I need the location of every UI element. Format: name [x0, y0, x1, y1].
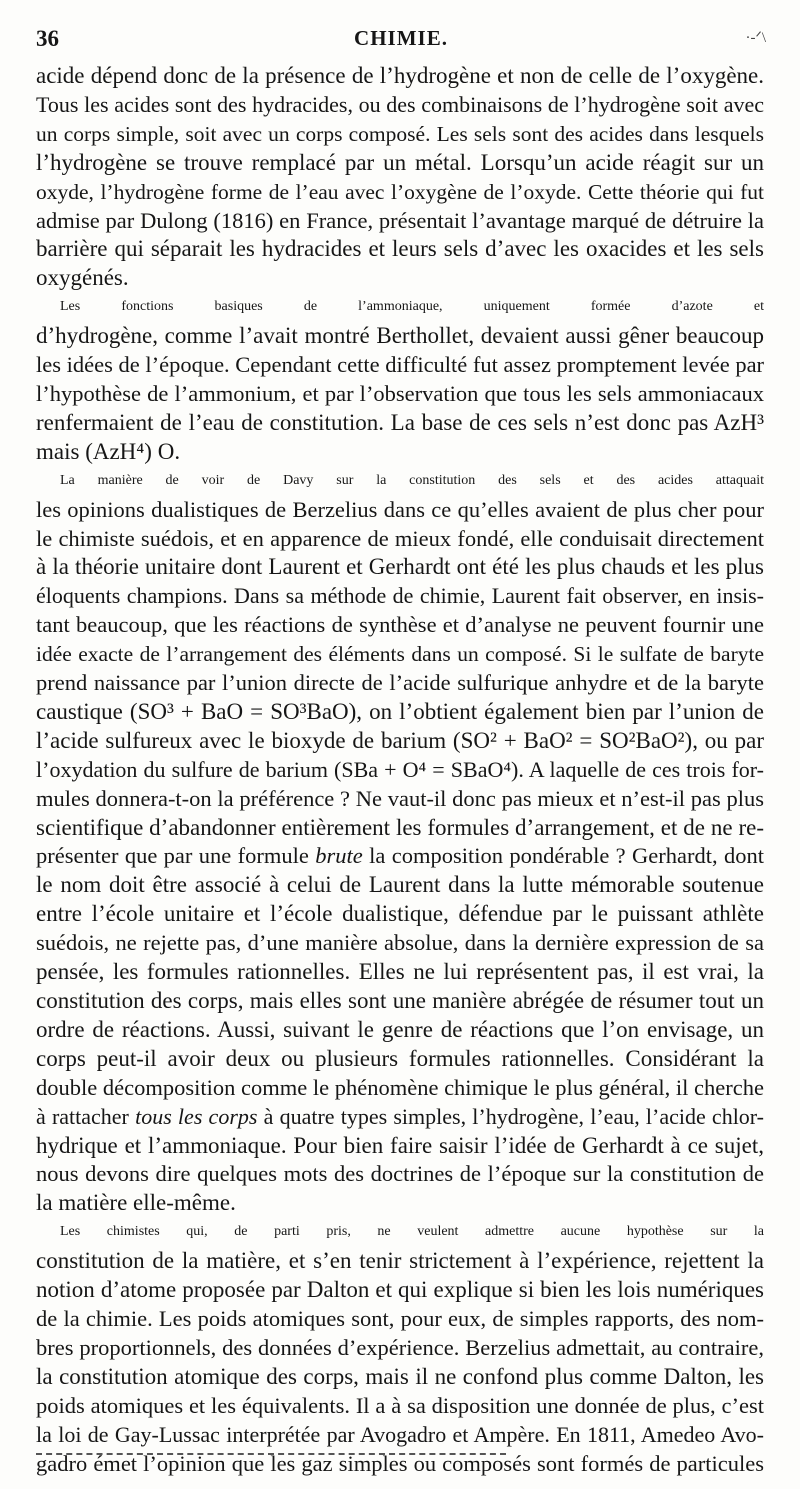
text-line: l’acide sulfureux avec le bioxyde de barium (SO² + BaO² = SO²BaO²), ou par: [36, 727, 764, 753]
text-line: admise par Dulong (1816) en France, présentait l’avantage marqué de détruire la: [36, 207, 764, 233]
text-line: mais (AzH⁴) O.: [36, 438, 181, 464]
text-line: la constitution atomique des corps, mais il ne confond plus comme Dalton, les: [36, 1363, 764, 1389]
text-line: l’hydrogène se trouve remplacé par un métal. Lorsqu’un acide réagit sur un: [36, 149, 764, 175]
footer-dashed-rule: [36, 1453, 506, 1455]
text-line: le chimiste suédois, et en apparence de mieux fondé, elle conduisait directement: [36, 525, 764, 551]
text-line: Les fonctions basiques de l’ammoniaque, uniquement formée d’azote et: [60, 299, 764, 315]
text-line: constitution de la matière, et s’en tenir strictement à l’expérience, rejettent la: [36, 1248, 764, 1274]
text-line: l’oxydation du sulfure de barium (SBa + O⁴ = SBaO⁴). A laquelle de ces trois for-: [36, 756, 764, 782]
text-line: constitution des corps, mais elles sont une manière abrégée de résumer tout un: [36, 988, 764, 1013]
text-line: acide dépend donc de la présence de l’hydrogène et non de celle de l’oxygène.: [36, 63, 764, 88]
text-line: hydrique et l’ammoniaque. Pour bien faire saisir l’idée de Gerhardt à ce sujet,: [36, 1132, 764, 1158]
text-line: de la chimie. Les poids atomiques sont, pour eux, de simples rapports, des nom-: [36, 1305, 764, 1331]
page-header: [36, 26, 766, 56]
text-line: à rattacher tous les corps à quatre types simples, l’hydrogène, l’eau, l’acide chlor-: [36, 1103, 765, 1129]
text-line: mules donnera-t-on la préférence ? Ne vaut-il donc pas mieux et n’est-il pas plus: [36, 785, 764, 811]
text-line: barrière qui séparait les hydracides et leurs sels d’avec les oxacides et les sels: [36, 236, 764, 262]
text-line: d’hydrogène, comme l’avait montré Berthollet, devaient aussi gêner beaucoup: [36, 323, 764, 349]
text-line: gadro émet l’opinion que les gaz simples ou composés sont formés de particules: [36, 1450, 764, 1476]
text-line: oxyde, l’hydrogène forme de l’eau avec l’oxygène de l’oxyde. Cette théorie qui fut: [36, 179, 764, 204]
paragraph: [36, 62, 764, 293]
text-line: double décomposition comme le phénomène chimique le plus général, il cherche: [36, 1074, 764, 1100]
text-line: renfermaient de l’eau de constitution. La base de ces sels n’est donc pas AzH³: [36, 409, 764, 435]
text-line: poids atomiques et les équivalents. Il a à sa disposition une donnée de plus, c’est: [36, 1392, 764, 1418]
text-line: prend naissance par l’union directe de l’acide sulfurique anhydre et de la baryte: [36, 670, 764, 696]
text-line: les opinions dualistiques de Berzelius dans ce qu’elles avaient de plus cher pour: [36, 496, 764, 522]
paragraph: [36, 467, 764, 1219]
paragraph: [36, 293, 764, 466]
text-line: scientifique d’abandonner entièrement les formules d’arrangement, et de ne re-: [36, 814, 764, 840]
text-line: présenter que par une formule brute la composition pondérable ? Gerhardt, dont: [36, 843, 764, 869]
text-line: la matière elle-même.: [36, 1190, 236, 1216]
text-line: les idées de l’époque. Cependant cette difficulté fut assez promptement levée par: [36, 352, 765, 378]
text-line: corps peut-il avoir deux ou plusieurs formules rationnelles. Considérant la: [36, 1045, 764, 1071]
text-line: caustique (SO³ + BaO = SO³BaO), on l’obtient également bien par l’union de: [36, 698, 764, 724]
text-line: notion d’atome proposée par Dalton et qui explique si bien les lois numériques: [36, 1277, 764, 1303]
text-line: Les chimistes qui, de parti pris, ne veulent admettre aucune hypothèse sur la: [60, 1224, 764, 1240]
text-line: oxygénés.: [36, 265, 129, 291]
text-line: Tous les acides sont des hydracides, ou des combinaisons de l’hydrogène soit avec: [36, 91, 764, 117]
text-line: ordre de réactions. Aussi, suivant le genre de réactions que l’on envisage, un: [36, 1016, 764, 1042]
text-line: suédois, ne rejette pas, d’une manière absolue, dans la dernière expression de sa: [36, 930, 764, 956]
text-line: La manière de voir de Davy sur la constitution des sels et des acides attaquait: [60, 472, 764, 488]
corner-mark: ·-ᐟ\: [745, 30, 766, 46]
text-line: pensée, les formules rationnelles. Elles ne lui représentent pas, il est vrai, la: [36, 959, 764, 985]
text-line: tant beaucoup, que les réactions de synthèse et d’analyse ne peuvent fournir une: [36, 612, 764, 638]
text-line: la loi de Gay-Lussac interprétée par Avogadro et Ampère. En 1811, Amedeo Avo-: [36, 1421, 764, 1447]
text-line: bres proportionnels, des données d’expérience. Berzelius admettait, au contraire,: [36, 1334, 764, 1360]
text-line: éloquents champions. Dans sa méthode de chimie, Laurent fait observer, en insis-: [36, 583, 764, 609]
text-line: à la théorie unitaire dont Laurent et Gerhardt ont été les plus chauds et les plus: [36, 554, 764, 580]
text-line: le nom doit être associé à celui de Laurent dans la lutte mémorable soutenue: [36, 872, 764, 898]
text-line: l’hypothèse de l’ammonium, et par l’observation que tous les sels ammoniacaux: [36, 380, 764, 406]
text-line: nous devons dire quelques mots des doctrines de l’époque sur la constitution de: [36, 1161, 764, 1187]
paragraph: [36, 1218, 764, 1478]
page-number: 36: [36, 26, 59, 51]
running-title: CHIMIE.: [354, 26, 448, 50]
text-line: idée exacte de l’arrangement des éléments dans un composé. Si le sulfate de baryte: [36, 642, 764, 667]
text-line: entre l’école unitaire et l’école dualistique, défendue par le puissant athlète: [36, 901, 764, 927]
body-text: [36, 62, 764, 1478]
text-line: un corps simple, soit avec un corps composé. Les sels sont des acides dans lesquels: [36, 121, 764, 146]
